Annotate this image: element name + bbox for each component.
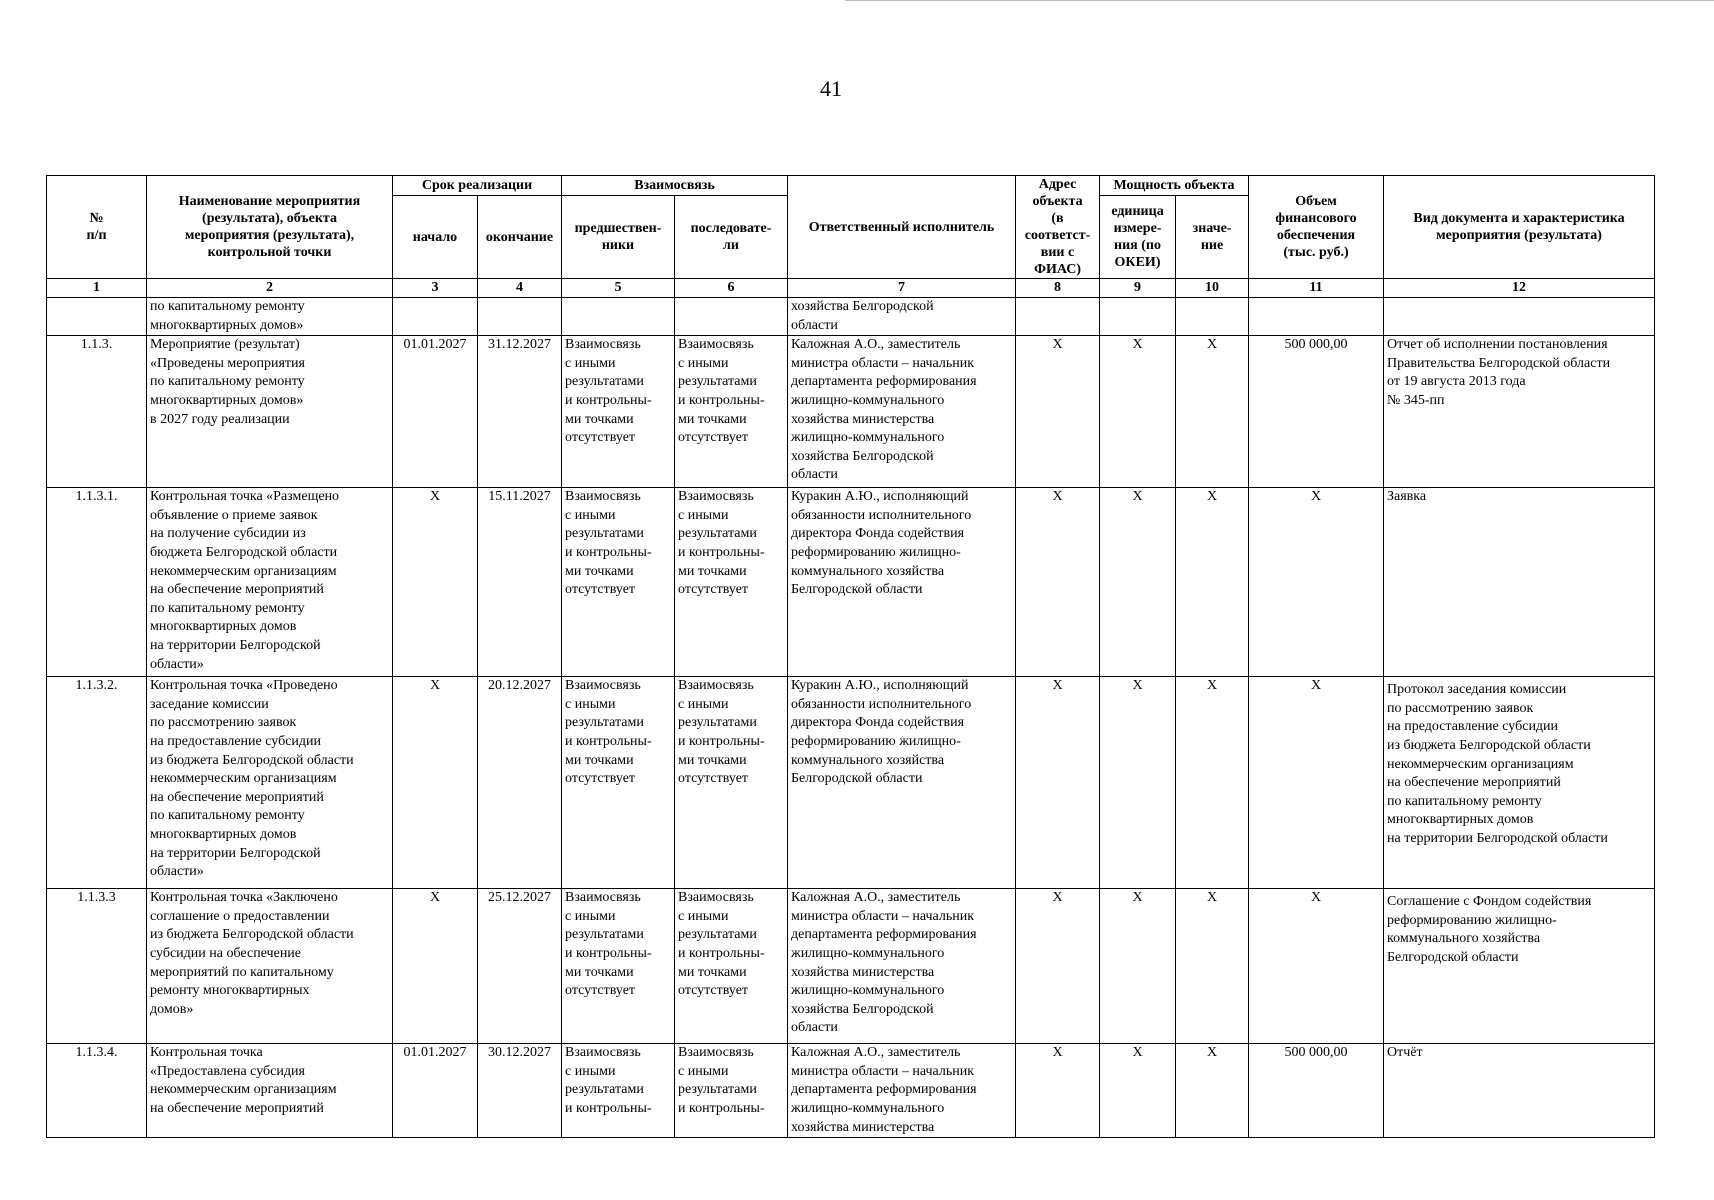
row-address: X [1016,336,1100,488]
row-predecessors: Взаимосвязь с иными результатами и контрольны- [562,1044,675,1138]
column-number: 9 [1100,279,1176,298]
table-row [47,1044,1655,1138]
column-number: 7 [788,279,1016,298]
column-number: 8 [1016,279,1100,298]
row-successors: Взаимосвязь с иными результатами и контрольны- ми точками отсутствует [675,677,788,889]
row-successors [675,298,788,336]
column-number: 1 [47,279,147,298]
row-doc: Отчёт [1384,1044,1655,1138]
row-value: X [1176,889,1249,1044]
row-end: 25.12.2027 [478,889,562,1044]
row-doc: Протокол заседания комиссии по рассмотрению заявок на предоставление субсидии из бюджета Белгородской области некоммерческим организациям на обеспечение мероприятий по капитальному ремонту многоквартирных домов на территории Белгородской области [1384,677,1655,889]
row-num [47,298,147,336]
column-number: 5 [562,279,675,298]
row-name: Мероприятие (результат) «Проведены мероприятия по капитальному ремонту многоквартирных домов» в 2027 году реализации [147,336,393,488]
row-doc: Соглашение с Фондом содействия реформированию жилищно- коммунального хозяйства Белгородской области [1384,889,1655,1044]
row-doc [1384,298,1655,336]
row-num: 1.1.3. [47,336,147,488]
header-timeframe: Срок реализации [393,176,562,196]
row-funding: X [1249,488,1384,677]
row-end [478,298,562,336]
row-name: по капитальному ремонту многоквартирных домов» [147,298,393,336]
row-name: Контрольная точка «Заключено соглашение о предоставлении из бюджета Белгородской области субсидии на обеспечение мероприятий по капитальному ремонту многоквартирных домов» [147,889,393,1044]
row-address: X [1016,1044,1100,1138]
table-row [47,336,1655,488]
page-number: 41 [820,76,842,101]
row-executor: Каложная А.О., заместитель министра области – начальник департамента реформирования жилищно-коммунального хозяйства министерства [788,1044,1016,1138]
row-successors: Взаимосвязь с иными результатами и контрольны- ми точками отсутствует [675,336,788,488]
row-start: 01.01.2027 [393,1044,478,1138]
row-start [393,298,478,336]
events-table [46,175,1655,1138]
row-unit [1100,298,1176,336]
row-executor: Каложная А.О., заместитель министра области – начальник департамента реформирования жилищно-коммунального хозяйства министерства жилищно-коммунального хозяйства Белгородской области [788,336,1016,488]
column-number: 12 [1384,279,1655,298]
header-end: окончание [478,196,562,279]
row-address: X [1016,488,1100,677]
row-unit: X [1100,889,1176,1044]
header-predecessors: предшествен- ники [562,196,675,279]
header-doc: Вид документа и характеристика мероприятия (результата) [1384,176,1655,279]
row-address [1016,298,1100,336]
header-value: значе- ние [1176,196,1249,279]
row-end: 31.12.2027 [478,336,562,488]
row-funding: X [1249,889,1384,1044]
row-num: 1.1.3.2. [47,677,147,889]
row-executor: Куракин А.Ю., исполняющий обязанности исполнительного директора Фонда содействия реформированию жилищно- коммунального хозяйства Белгородской области [788,677,1016,889]
header-address: Адрес объекта (в соответст- вии с ФИАС) [1016,176,1100,279]
row-end: 30.12.2027 [478,1044,562,1138]
row-funding: 500 000,00 [1249,336,1384,488]
row-num: 1.1.3.4. [47,1044,147,1138]
column-number: 6 [675,279,788,298]
row-successors: Взаимосвязь с иными результатами и контрольны- [675,1044,788,1138]
table-row [47,488,1655,677]
header-num: № п/п [47,176,147,279]
row-executor: хозяйства Белгородской области [788,298,1016,336]
row-end: 20.12.2027 [478,677,562,889]
header-start: начало [393,196,478,279]
header-relation: Взаимосвязь [562,176,788,196]
row-start: X [393,677,478,889]
column-number: 3 [393,279,478,298]
table-row [47,889,1655,1044]
row-predecessors: Взаимосвязь с иными результатами и контрольны- ми точками отсутствует [562,677,675,889]
row-value [1176,298,1249,336]
row-predecessors [562,298,675,336]
table-row [47,298,1655,336]
header-executor: Ответственный исполнитель [788,176,1016,279]
row-predecessors: Взаимосвязь с иными результатами и контрольны- ми точками отсутствует [562,889,675,1044]
header-unit: единица измере- ния (по ОКЕИ) [1100,196,1176,279]
header-name: Наименование мероприятия (результата), объекта мероприятия (результата), контрольной точки [147,176,393,279]
row-name: Контрольная точка «Проведено заседание комиссии по рассмотрению заявок на предоставление субсидии из бюджета Белгородской области некоммерческим организациям на обеспечение мероприятий по капитальному ремонту многоквартирных домов на территории Белгородской области» [147,677,393,889]
row-start: X [393,889,478,1044]
row-predecessors: Взаимосвязь с иными результатами и контрольны- ми точками отсутствует [562,488,675,677]
row-unit: X [1100,1044,1176,1138]
row-successors: Взаимосвязь с иными результатами и контрольны- ми точками отсутствует [675,889,788,1044]
column-number: 10 [1176,279,1249,298]
row-end: 15.11.2027 [478,488,562,677]
header-capacity: Мощность объекта [1100,176,1249,196]
column-number: 4 [478,279,562,298]
row-successors: Взаимосвязь с иными результатами и контрольны- ми точками отсутствует [675,488,788,677]
row-name: Контрольная точка «Размещено объявление о приеме заявок на получение субсидии из бюджета Белгородской области некоммерческим организациям на обеспечение мероприятий по капитальному ремонту многоквартирных домов на территории Белгородской области» [147,488,393,677]
row-num: 1.1.3.3 [47,889,147,1044]
row-value: X [1176,488,1249,677]
column-number: 11 [1249,279,1384,298]
column-number: 2 [147,279,393,298]
row-value: X [1176,1044,1249,1138]
row-unit: X [1100,488,1176,677]
row-executor: Куракин А.Ю., исполняющий обязанности исполнительного директора Фонда содействия реформированию жилищно- коммунального хозяйства Белгородской области [788,488,1016,677]
row-value: X [1176,336,1249,488]
row-address: X [1016,677,1100,889]
row-unit: X [1100,336,1176,488]
row-funding: 500 000,00 [1249,1044,1384,1138]
page-top-edge-line [845,0,1714,1]
row-funding: X [1249,677,1384,889]
row-doc: Заявка [1384,488,1655,677]
row-start: X [393,488,478,677]
row-name: Контрольная точка «Предоставлена субсидия некоммерческим организациям на обеспечение мероприятий [147,1044,393,1138]
header-funding: Объем финансового обеспечения (тыс. руб.) [1249,176,1384,279]
row-value: X [1176,677,1249,889]
row-start: 01.01.2027 [393,336,478,488]
header-successors: последовате- ли [675,196,788,279]
row-predecessors: Взаимосвязь с иными результатами и контрольны- ми точками отсутствует [562,336,675,488]
row-address: X [1016,889,1100,1044]
row-unit: X [1100,677,1176,889]
row-executor: Каложная А.О., заместитель министра области – начальник департамента реформирования жилищно-коммунального хозяйства министерства жилищно-коммунального хозяйства Белгородской области [788,889,1016,1044]
table-row [47,677,1655,889]
row-funding [1249,298,1384,336]
row-doc: Отчет об исполнении постановления Правительства Белгородской области от 19 августа 2013 года № 345-пп [1384,336,1655,488]
row-num: 1.1.3.1. [47,488,147,677]
